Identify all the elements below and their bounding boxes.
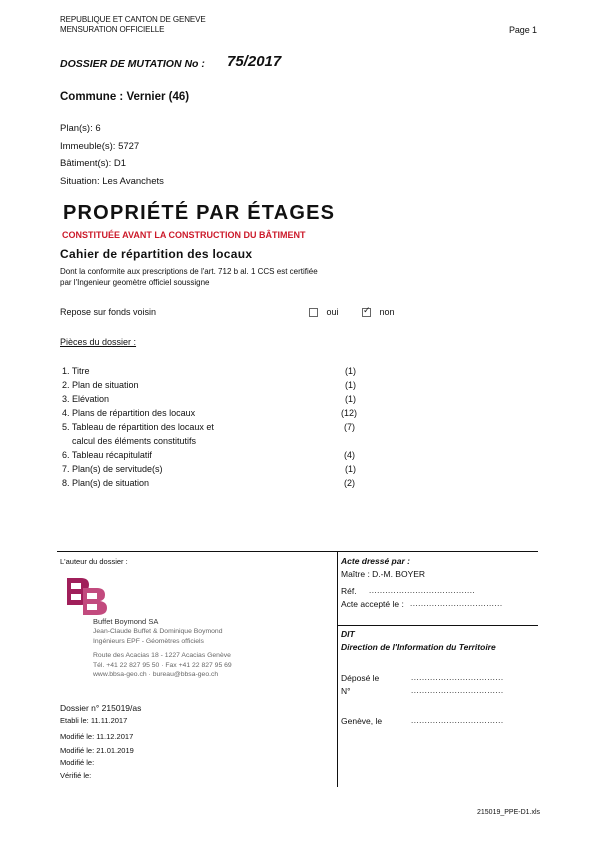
pieces-list [60, 364, 380, 490]
ref-field[interactable]: ....................................... [369, 586, 476, 595]
box-right-divider [337, 625, 538, 626]
company-address: Jean-Claude Buffet & Dominique Boymond Ingénieurs EPF - Géomètres officiels Route des Acacias 18 - 1227 Acacias Genève Tél. +41 22 827 95 50 · Fax +41 22 827 95 69 www.bbsa-geo.ch · bureau@bbsa-geo.ch [93, 628, 232, 678]
modifie-le-2: Modifié le: 21.01.2019 [60, 746, 134, 755]
auteur-label: L'auteur du dossier : [60, 557, 128, 566]
dit-label: DIT [341, 629, 355, 639]
company-name: Buffet Boymond SA [93, 617, 159, 626]
commune: Commune : Vernier (46) [60, 91, 190, 103]
header-line-2: MENSURATION OFFICIELLE [60, 25, 165, 34]
depose-label: Déposé le [341, 673, 380, 683]
acte-title: Acte dressé par : [341, 556, 410, 566]
list-item: 4. Plans de répartition des locaux (12) [62, 408, 358, 418]
company-logo [63, 574, 113, 620]
depose-field[interactable]: .................................. [411, 673, 504, 682]
modifie-le-1: Modifié le: 11.12.2017 [60, 732, 134, 741]
geneve-label: Genève, le [341, 716, 383, 726]
etabli-le: Etabli le: 11.11.2017 [60, 716, 128, 725]
box-top-rule [57, 551, 538, 552]
direction-label: Direction de l'Information du Territoire [341, 642, 496, 652]
repose-non-option[interactable] [362, 307, 395, 317]
batiments: Bâtiment(s): D1 [60, 158, 126, 169]
geneve-field[interactable]: .................................. [411, 716, 504, 725]
list-item: 2. Plan de situation (1) [62, 380, 356, 390]
repose-oui-option[interactable] [309, 307, 339, 317]
subtitle-red: CONSTITUÉE AVANT LA CONSTRUCTION DU BÂTIMENT [62, 230, 306, 240]
acte-accepte-label: Acte accepté le : [341, 599, 404, 609]
numero-label: N° [341, 686, 351, 696]
oui-label: oui [326, 307, 339, 317]
list-item: 6. Tableau récapitulatif (4) [62, 450, 355, 460]
document-title: PROPRIÉTÉ PAR ÉTAGES [63, 202, 336, 224]
maitre: Maître : D.-M. BOYER [341, 569, 426, 579]
footer-filename: 215019_PPE-D1.xls [477, 809, 541, 816]
oui-checkbox[interactable] [309, 308, 318, 317]
ref-label: Réf. [341, 586, 357, 596]
header-line-1: REPUBLIQUE ET CANTON DE GENEVE [60, 15, 206, 24]
conformity-line-2: par l'Ingenieur geomètre officiel soussigne [60, 278, 210, 287]
non-checkbox[interactable] [362, 308, 371, 317]
list-item: 3. Elévation (1) [62, 394, 356, 404]
list-item: 1. Titre (1) [62, 366, 356, 376]
pieces-title: Pièces du dossier : [60, 337, 137, 347]
dossier-no: Dossier n° 215019/as [60, 703, 142, 713]
box-vertical-rule [337, 551, 338, 787]
conformity-line-1: Dont la conformite aux prescriptions de l'art. 712 b al. 1 CCS est certifiée [60, 267, 318, 276]
page-number: Page 1 [509, 25, 537, 35]
cahier-title: Cahier de répartition des locaux [60, 247, 253, 261]
list-item: 7. Plan(s) de servitude(s) (1) [62, 464, 356, 474]
plans: Plan(s): 6 [60, 123, 101, 134]
list-item: 5. Tableau de répartition des locaux et (7) [62, 422, 355, 432]
acte-accepte-field[interactable]: .................................. [410, 599, 503, 608]
dossier-number: 75/2017 [227, 53, 282, 70]
non-label: non [379, 307, 395, 317]
dossier-label: DOSSIER DE MUTATION No : [60, 58, 205, 70]
list-item: calcul des éléments constitutifs [62, 436, 197, 446]
immeubles: Immeuble(s): 5727 [60, 141, 140, 152]
modifie-le-3: Modifié le: [60, 758, 95, 767]
numero-field[interactable]: .................................. [411, 686, 504, 695]
repose-label: Repose sur fonds voisin [60, 307, 157, 317]
list-item: 8. Plan(s) de situation (2) [62, 478, 355, 488]
verifie-le: Vérifié le: [60, 771, 92, 780]
situation: Situation: Les Avanchets [60, 176, 164, 187]
